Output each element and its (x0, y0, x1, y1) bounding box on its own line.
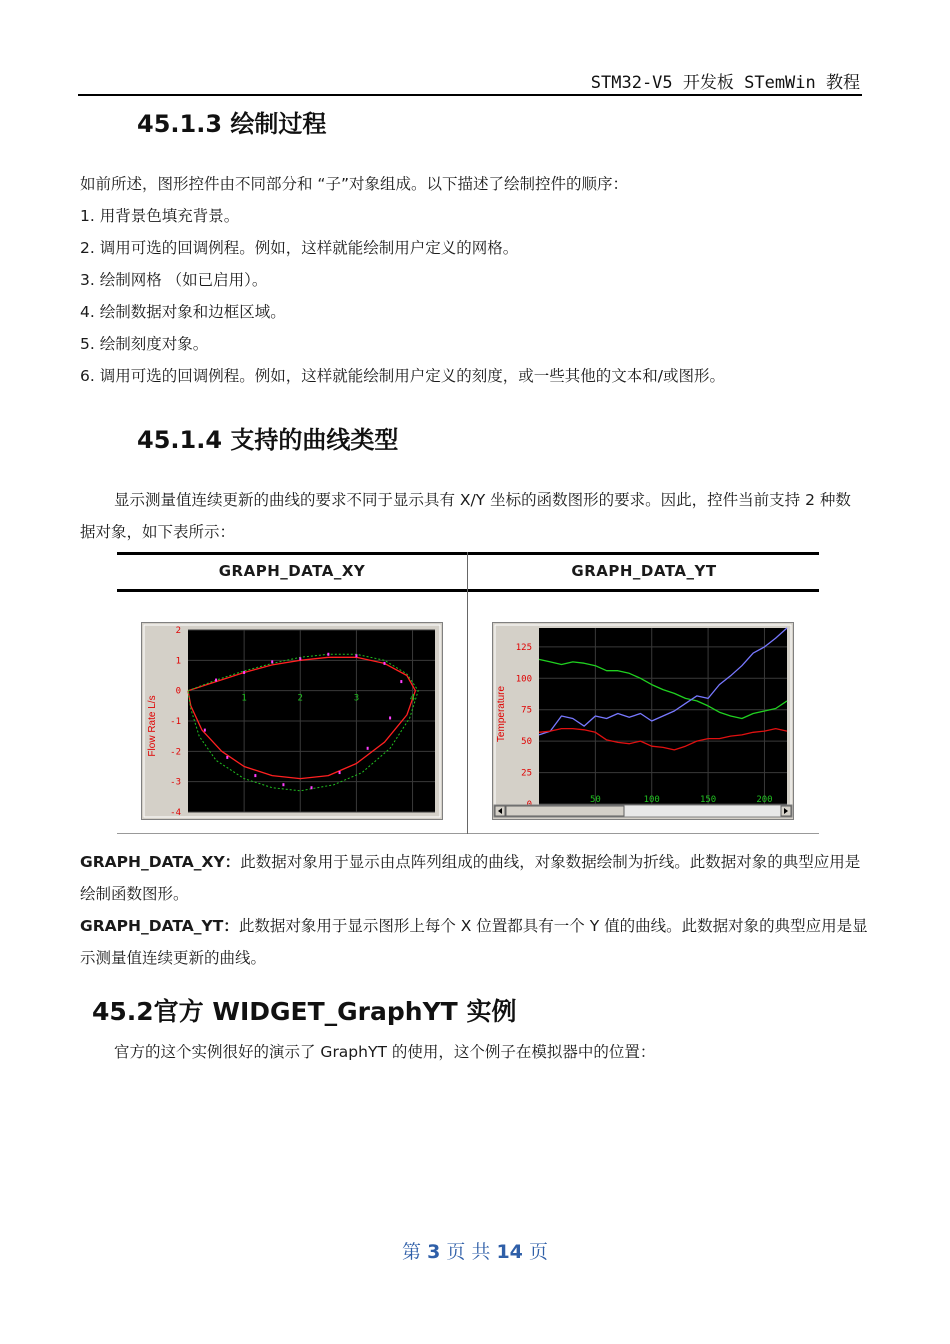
curve-types-table (117, 552, 819, 834)
footer-total-pages: 14 (496, 1241, 523, 1263)
data-point (400, 680, 402, 683)
footer-suffix: 页 (528, 1241, 548, 1263)
x-tick-label: 2 (297, 693, 303, 704)
page-footer (0, 1237, 950, 1264)
step-3: 3. 绘制网格 （如已启用）。 (80, 271, 268, 289)
term-graph-data-xy: GRAPH_DATA_XY： (80, 853, 241, 871)
header-title: STM32-V5 开发板 STemWin 教程 (590, 73, 860, 93)
intro-text: 如前所述，图形控件由不同部分和 “子”对象组成。以下描述了绘制控件的顺序： (80, 175, 628, 193)
data-point (299, 657, 301, 660)
y-tick-label: -1 (170, 717, 181, 727)
data-point (215, 679, 217, 682)
desc-graph-data-yt: 此数据对象用于显示图形上每个 X 位置都具有一个 Y 值的曲线。此数据对象的典型应用是显示测量值连续更新的曲线。 (80, 917, 868, 967)
page-header (78, 64, 862, 96)
definition-graph-data-xy (80, 846, 870, 910)
term-graph-data-yt: GRAPH_DATA_YT： (80, 917, 239, 935)
step-2: 2. 调用可选的回调例程。例如，这样就能绘制用户定义的网格。 (80, 239, 519, 257)
graph-yt-chart (492, 622, 794, 820)
yt-y-axis-label: Temperature (496, 685, 507, 743)
footer-prefix: 第 (402, 1241, 422, 1263)
step-4: 4. 绘制数据对象和边框区域。 (80, 303, 286, 321)
table-column-divider (467, 552, 468, 834)
step-6: 6. 调用可选的回调例程。例如，这样就能绘制用户定义的刻度，或一些其他的文本和/或图形。 (80, 367, 725, 385)
scroll-thumb[interactable] (506, 806, 624, 816)
table-bottom-rule (117, 833, 819, 834)
section-heading-graphyt-example: 45.2官方 WIDGET_GraphYT 实例 (92, 997, 517, 1026)
y-tick-label: 100 (515, 674, 532, 685)
data-point (226, 756, 228, 759)
x-tick-label: 100 (643, 795, 660, 805)
x-tick-label: 150 (699, 795, 717, 805)
table-header-yt: GRAPH_DATA_YT (571, 562, 717, 580)
data-point (311, 786, 313, 789)
definition-graph-data-yt (80, 910, 870, 974)
data-point (327, 653, 329, 656)
y-tick-label: 0 (175, 686, 181, 697)
data-point (254, 774, 256, 777)
table-top-rule (117, 552, 819, 555)
curve-types-paragraph: 显示测量值连续更新的曲线的要求不同于显示具有 X/Y 坐标的函数图形的要求。因此，控件当前支持 2 种数据对象，如下表所示： (80, 491, 851, 541)
data-point (243, 671, 245, 674)
y-tick-label: 2 (175, 626, 181, 636)
y-tick-label: 50 (521, 737, 532, 748)
data-point (282, 783, 284, 786)
data-point (271, 660, 273, 663)
step-5: 5. 绘制刻度对象。 (80, 335, 209, 353)
desc-graph-data-xy: 此数据对象用于显示由点阵列组成的曲线，对象数据绘制为折线。此数据对象的典型应用是绘制函数图形。 (80, 853, 861, 903)
y-tick-label: -2 (170, 747, 181, 758)
y-tick-label: -3 (170, 777, 181, 788)
x-tick-label: 50 (589, 795, 601, 805)
data-point (383, 662, 385, 665)
step-1: 1. 用背景色填充背景。 (80, 207, 240, 225)
graphyt-example-paragraph: 官方的这个实例很好的演示了 GraphYT 的使用，这个例子在模拟器中的位置： (114, 1043, 656, 1061)
y-tick-label: 25 (521, 768, 532, 779)
section-heading-curve-types: 45.1.4 支持的曲线类型 (137, 426, 399, 454)
section-heading-drawing-process: 45.1.3 绘制过程 (137, 110, 327, 138)
footer-page-number: 3 (427, 1241, 441, 1263)
table-header-xy: GRAPH_DATA_XY (218, 562, 366, 580)
y-tick-label: -4 (170, 808, 181, 818)
data-point (367, 747, 369, 750)
xy-y-axis-label: Flow Rate L/s (147, 695, 158, 757)
y-tick-label: 1 (175, 656, 181, 667)
data-point (204, 729, 206, 732)
x-tick-label: 200 (756, 795, 773, 805)
x-tick-label: 1 (241, 693, 247, 704)
data-point (339, 771, 341, 774)
graph-xy-chart (141, 622, 443, 820)
y-tick-label: 125 (515, 642, 532, 653)
data-point (355, 654, 357, 657)
data-point (389, 716, 391, 719)
yt-horizontal-scrollbar[interactable] (494, 805, 792, 817)
x-tick-label: 4 (409, 693, 416, 704)
y-tick-label: 75 (521, 705, 532, 716)
table-header-rule (117, 589, 819, 592)
footer-mid: 页 共 (446, 1241, 491, 1263)
x-tick-label: 3 (353, 693, 360, 704)
